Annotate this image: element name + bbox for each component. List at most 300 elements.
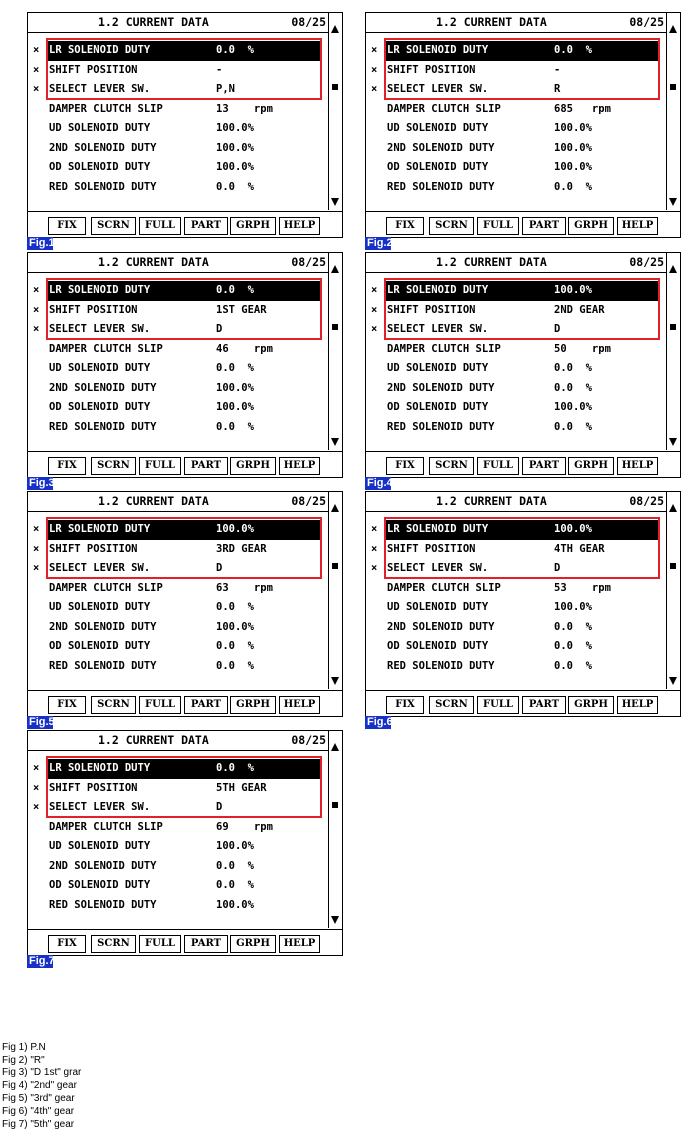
data-row-label: SELECT LEVER SW. [49, 83, 151, 95]
page-number: 08/25 [629, 15, 664, 29]
data-row-label: 2ND SOLENOID DUTY [387, 382, 495, 394]
screen-title: 1.2 CURRENT DATA [436, 494, 547, 508]
scrollbar[interactable] [666, 13, 680, 210]
data-row[interactable] [28, 178, 328, 198]
data-row[interactable] [366, 637, 666, 657]
data-row-label: UD SOLENOID DUTY [49, 840, 151, 852]
data-row-label: LR SOLENOID DUTY [47, 520, 216, 540]
data-row[interactable] [28, 340, 328, 360]
scroll-thumb-icon[interactable] [332, 324, 338, 330]
data-row-value: 100.0% [554, 122, 592, 134]
scrollbar[interactable] [666, 253, 680, 450]
data-row[interactable] [366, 618, 666, 638]
fkey-scrn-button[interactable]: SCRN [91, 935, 136, 953]
fkey-scrn-button[interactable]: SCRN [429, 696, 474, 714]
scrollbar[interactable] [666, 492, 680, 689]
data-row-value: 100.0% [554, 281, 659, 301]
screen-title: 1.2 CURRENT DATA [436, 15, 547, 29]
scanner-screen [365, 252, 681, 478]
fkey-full-button[interactable]: FULL [139, 935, 181, 953]
selected-mark: × [371, 284, 378, 296]
fkey-grph-button[interactable]: GRPH [568, 217, 614, 235]
data-row-value: 0.0 % [216, 281, 321, 301]
data-row-value: 100.0% [216, 621, 254, 633]
scan-panel-5 [27, 491, 343, 729]
data-row[interactable] [28, 657, 328, 677]
data-row[interactable] [28, 359, 328, 379]
screen-title: 1.2 CURRENT DATA [98, 15, 209, 29]
data-row-label: LR SOLENOID DUTY [47, 759, 216, 779]
data-row-label: SHIFT POSITION [387, 64, 476, 76]
scanner-screen [27, 730, 343, 956]
scroll-thumb-icon[interactable] [670, 84, 676, 90]
selected-mark: × [371, 304, 378, 316]
selected-mark: × [371, 562, 378, 574]
data-row-label: RED SOLENOID DUTY [387, 660, 495, 672]
data-row[interactable] [28, 100, 328, 120]
data-row[interactable] [366, 41, 666, 61]
data-row-label: SELECT LEVER SW. [387, 83, 489, 95]
data-row[interactable] [366, 579, 666, 599]
data-row[interactable] [366, 119, 666, 139]
title-bar [28, 253, 328, 273]
data-row-value: 100.0% [554, 142, 592, 154]
function-key-bar [28, 690, 342, 717]
data-row-label: RED SOLENOID DUTY [49, 660, 157, 672]
selected-mark: × [371, 44, 378, 56]
data-row-value: 685 rpm [554, 103, 611, 115]
scroll-thumb-icon[interactable] [670, 324, 676, 330]
fig-caption: Fig 6) "4th" gear [2, 1106, 75, 1117]
fkey-grph-button[interactable]: GRPH [568, 696, 614, 714]
fkey-scrn-button[interactable]: SCRN [91, 457, 136, 475]
data-row-label: 2ND SOLENOID DUTY [49, 382, 157, 394]
fkey-full-button[interactable]: FULL [477, 457, 519, 475]
scroll-thumb-icon[interactable] [670, 563, 676, 569]
data-row-label: UD SOLENOID DUTY [49, 601, 151, 613]
selected-mark: × [33, 304, 40, 316]
fkey-help-button[interactable]: HELP [279, 217, 320, 235]
data-row[interactable] [28, 398, 328, 418]
scan-panel-6 [365, 491, 681, 729]
fkey-grph-button[interactable]: GRPH [230, 457, 276, 475]
data-row[interactable] [366, 520, 666, 540]
scrollbar[interactable] [328, 253, 342, 450]
fkey-scrn-button[interactable]: SCRN [429, 457, 474, 475]
down-arrow-icon[interactable] [331, 198, 339, 206]
fkey-full-button[interactable]: FULL [139, 457, 181, 475]
data-row-value: D [216, 323, 223, 335]
screen-title: 1.2 CURRENT DATA [98, 733, 209, 747]
data-row-value: 100.0% [216, 401, 254, 413]
down-arrow-icon[interactable] [669, 198, 677, 206]
scrollbar[interactable] [328, 731, 342, 928]
data-row[interactable] [366, 559, 666, 579]
fkey-help-button[interactable]: HELP [617, 217, 658, 235]
data-row-label: LR SOLENOID DUTY [385, 41, 554, 61]
selected-mark: × [33, 64, 40, 76]
data-row-value: 100.0% [554, 161, 592, 173]
function-key-bar [366, 211, 680, 238]
data-row[interactable] [366, 540, 666, 560]
scrollbar[interactable] [328, 13, 342, 210]
data-row[interactable] [366, 657, 666, 677]
data-row-label: RED SOLENOID DUTY [49, 421, 157, 433]
fkey-full-button[interactable]: FULL [477, 696, 519, 714]
data-row-value: 13 rpm [216, 103, 273, 115]
scroll-thumb-icon[interactable] [332, 84, 338, 90]
data-row-value: 5TH GEAR [216, 782, 267, 794]
data-row-value: 46 rpm [216, 343, 273, 355]
data-row-label: 2ND SOLENOID DUTY [49, 621, 157, 633]
data-row-label: OD SOLENOID DUTY [49, 161, 151, 173]
data-row-label: RED SOLENOID DUTY [49, 181, 157, 193]
data-row-label: SHIFT POSITION [387, 543, 476, 555]
page-number: 08/25 [291, 494, 326, 508]
data-row-label: DAMPER CLUTCH SLIP [387, 582, 501, 594]
data-row-value: - [216, 64, 223, 76]
selected-mark: × [371, 523, 378, 535]
selected-mark: × [371, 323, 378, 335]
function-key-bar [366, 451, 680, 478]
data-row[interactable] [366, 301, 666, 321]
fkey-help-button[interactable]: HELP [279, 935, 320, 953]
data-row-value: 69 rpm [216, 821, 273, 833]
data-row-value: 0.0 % [554, 362, 592, 374]
data-row-label: UD SOLENOID DUTY [387, 122, 489, 134]
selected-mark: × [33, 284, 40, 296]
fkey-grph-button[interactable]: GRPH [230, 696, 276, 714]
data-row-label: SELECT LEVER SW. [387, 562, 489, 574]
data-row-value: 0.0 % [216, 601, 254, 613]
scanner-screen [27, 12, 343, 238]
data-row-value: 100.0% [216, 161, 254, 173]
data-row[interactable] [28, 158, 328, 178]
fkey-part-button[interactable]: PART [522, 696, 566, 714]
scan-panel-7 [27, 730, 343, 968]
fkey-full-button[interactable]: FULL [139, 696, 181, 714]
data-row-label: SHIFT POSITION [49, 782, 138, 794]
data-row-value: D [554, 562, 561, 574]
fkey-scrn-button[interactable]: SCRN [91, 696, 136, 714]
fkey-part-button[interactable]: PART [184, 935, 228, 953]
data-row[interactable] [28, 759, 328, 779]
fig-caption: Fig 3) "D 1st" grar [2, 1067, 82, 1078]
data-row[interactable] [28, 320, 328, 340]
data-row-value: 50 rpm [554, 343, 611, 355]
data-row-value: 4TH GEAR [554, 543, 605, 555]
data-row-value: 0.0 % [554, 41, 659, 61]
fig-label: Fig.6 [367, 716, 393, 728]
data-row-label: SELECT LEVER SW. [49, 801, 151, 813]
data-row-label: 2ND SOLENOID DUTY [49, 142, 157, 154]
data-row-value: 100.0% [216, 382, 254, 394]
data-row-value: 0.0 % [216, 421, 254, 433]
data-row[interactable] [28, 798, 328, 818]
fkey-help-button[interactable]: HELP [617, 457, 658, 475]
data-row-label: DAMPER CLUTCH SLIP [49, 343, 163, 355]
data-row[interactable] [28, 779, 328, 799]
scanner-screen [27, 252, 343, 478]
data-row[interactable] [28, 618, 328, 638]
data-row-value: 63 rpm [216, 582, 273, 594]
fkey-fix-button[interactable]: FIX [48, 457, 86, 475]
selected-mark: × [371, 543, 378, 555]
data-row-label: RED SOLENOID DUTY [387, 421, 495, 433]
fig-label: Fig.7 [29, 955, 55, 967]
data-row[interactable] [28, 896, 328, 916]
data-row[interactable] [366, 320, 666, 340]
data-row[interactable] [366, 281, 666, 301]
data-row-value: 0.0 % [554, 621, 592, 633]
fkey-part-button[interactable]: PART [184, 457, 228, 475]
fig-label: Fig.2 [367, 237, 393, 249]
fig-label: Fig.5 [29, 716, 55, 728]
up-arrow-icon[interactable] [331, 504, 339, 512]
data-row-label: RED SOLENOID DUTY [387, 181, 495, 193]
page-number: 08/25 [291, 255, 326, 269]
data-row[interactable] [28, 857, 328, 877]
data-row-label: OD SOLENOID DUTY [387, 161, 489, 173]
data-row-value: 100.0% [554, 601, 592, 613]
up-arrow-icon[interactable] [669, 265, 677, 273]
title-bar [28, 13, 328, 33]
data-row-value: 0.0 % [554, 382, 592, 394]
fkey-grph-button[interactable]: GRPH [568, 457, 614, 475]
scanner-screen [365, 491, 681, 717]
fkey-grph-button[interactable]: GRPH [230, 217, 276, 235]
page-number: 08/25 [629, 494, 664, 508]
data-row[interactable] [28, 598, 328, 618]
fkey-fix-button[interactable]: FIX [48, 217, 86, 235]
data-row-value: 0.0 % [216, 181, 254, 193]
data-row[interactable] [366, 598, 666, 618]
data-row[interactable] [366, 340, 666, 360]
page-number: 08/25 [629, 255, 664, 269]
fig-label: Fig.3 [29, 477, 55, 489]
function-key-bar [28, 451, 342, 478]
data-row[interactable] [366, 178, 666, 198]
scroll-thumb-icon[interactable] [332, 802, 338, 808]
page-number: 08/25 [291, 15, 326, 29]
fkey-fix-button[interactable]: FIX [48, 696, 86, 714]
fkey-fix-button[interactable]: FIX [386, 696, 424, 714]
data-row-label: OD SOLENOID DUTY [387, 401, 489, 413]
selected-mark: × [33, 543, 40, 555]
data-row[interactable] [366, 100, 666, 120]
screen-title: 1.2 CURRENT DATA [98, 255, 209, 269]
data-row-label: SHIFT POSITION [49, 304, 138, 316]
down-arrow-icon[interactable] [331, 677, 339, 685]
data-row-label: 2ND SOLENOID DUTY [387, 142, 495, 154]
up-arrow-icon[interactable] [669, 25, 677, 33]
data-row-label: SELECT LEVER SW. [49, 323, 151, 335]
data-row-value: 100.0% [554, 520, 659, 540]
data-row-label: LR SOLENOID DUTY [385, 520, 554, 540]
scroll-thumb-icon[interactable] [332, 563, 338, 569]
data-row[interactable] [28, 540, 328, 560]
fkey-fix-button[interactable]: FIX [386, 457, 424, 475]
data-row-label: UD SOLENOID DUTY [49, 362, 151, 374]
scan-panel-1 [27, 12, 343, 250]
screen-title: 1.2 CURRENT DATA [98, 494, 209, 508]
data-row[interactable] [366, 398, 666, 418]
fkey-full-button[interactable]: FULL [139, 217, 181, 235]
data-row-label: DAMPER CLUTCH SLIP [49, 821, 163, 833]
title-bar [366, 492, 666, 512]
data-row-value: 100.0% [216, 899, 254, 911]
fkey-full-button[interactable]: FULL [477, 217, 519, 235]
data-row-label: UD SOLENOID DUTY [387, 601, 489, 613]
data-row-value: 0.0 % [216, 362, 254, 374]
down-arrow-icon[interactable] [669, 438, 677, 446]
data-row-value: 100.0% [216, 122, 254, 134]
selected-mark: × [371, 64, 378, 76]
fig-caption: Fig 7) "5th" gear [2, 1119, 75, 1130]
data-row[interactable] [366, 379, 666, 399]
data-row-label: 2ND SOLENOID DUTY [387, 621, 495, 633]
data-row[interactable] [28, 637, 328, 657]
selected-mark: × [371, 83, 378, 95]
data-row-value: R [554, 83, 561, 95]
selected-mark: × [33, 44, 40, 56]
data-row[interactable] [28, 876, 328, 896]
data-row-value: 0.0 % [554, 640, 592, 652]
data-row[interactable] [366, 61, 666, 81]
data-row-label: SELECT LEVER SW. [387, 323, 489, 335]
scanner-screen [365, 12, 681, 238]
up-arrow-icon[interactable] [331, 743, 339, 751]
title-bar [366, 13, 666, 33]
data-row-label: LR SOLENOID DUTY [47, 281, 216, 301]
data-row-value: 100.0% [216, 840, 254, 852]
data-row-label: OD SOLENOID DUTY [49, 640, 151, 652]
data-row-value: 100.0% [216, 520, 321, 540]
fkey-fix-button[interactable]: FIX [386, 217, 424, 235]
data-row[interactable] [28, 41, 328, 61]
scan-panel-3 [27, 252, 343, 490]
data-row-value: D [554, 323, 561, 335]
fkey-part-button[interactable]: PART [522, 217, 566, 235]
data-row[interactable] [28, 559, 328, 579]
data-row[interactable] [28, 119, 328, 139]
fkey-part-button[interactable]: PART [184, 217, 228, 235]
fig-label: Fig.4 [367, 477, 393, 489]
selected-mark: × [33, 83, 40, 95]
function-key-bar [366, 690, 680, 717]
title-bar [28, 492, 328, 512]
data-row-value: 0.0 % [554, 660, 592, 672]
data-row[interactable] [28, 80, 328, 100]
data-row[interactable] [366, 80, 666, 100]
selected-mark: × [33, 801, 40, 813]
data-row-value: 0.0 % [216, 41, 321, 61]
data-row[interactable] [366, 139, 666, 159]
up-arrow-icon[interactable] [669, 504, 677, 512]
data-row[interactable] [28, 139, 328, 159]
fkey-help-button[interactable]: HELP [617, 696, 658, 714]
data-row-label: DAMPER CLUTCH SLIP [387, 103, 501, 115]
data-row[interactable] [28, 301, 328, 321]
selected-mark: × [33, 523, 40, 535]
selected-mark: × [33, 323, 40, 335]
data-row-label: UD SOLENOID DUTY [387, 362, 489, 374]
data-row-value: 0.0 % [216, 860, 254, 872]
data-row[interactable] [28, 379, 328, 399]
data-row-value: 0.0 % [554, 181, 592, 193]
selected-mark: × [33, 562, 40, 574]
fkey-help-button[interactable]: HELP [279, 696, 320, 714]
data-row-label: LR SOLENOID DUTY [385, 281, 554, 301]
data-row-value: 3RD GEAR [216, 543, 267, 555]
data-row[interactable] [28, 520, 328, 540]
up-arrow-icon[interactable] [331, 265, 339, 273]
data-row-label: DAMPER CLUTCH SLIP [49, 103, 163, 115]
fkey-part-button[interactable]: PART [522, 457, 566, 475]
data-row-value: D [216, 801, 223, 813]
fig-caption: Fig 5) "3rd" gear [2, 1093, 75, 1104]
data-row-label: SHIFT POSITION [49, 64, 138, 76]
scrollbar[interactable] [328, 492, 342, 689]
down-arrow-icon[interactable] [331, 916, 339, 924]
data-row-label: OD SOLENOID DUTY [387, 640, 489, 652]
fkey-part-button[interactable]: PART [184, 696, 228, 714]
function-key-bar [28, 929, 342, 956]
data-row[interactable] [366, 359, 666, 379]
data-row-value: 53 rpm [554, 582, 611, 594]
data-row-value: P,N [216, 83, 235, 95]
scanner-screen [27, 491, 343, 717]
data-row[interactable] [28, 418, 328, 438]
scan-panel-2 [365, 12, 681, 250]
data-row-value: D [216, 562, 223, 574]
down-arrow-icon[interactable] [331, 438, 339, 446]
data-row-value: 1ST GEAR [216, 304, 267, 316]
screen-title: 1.2 CURRENT DATA [436, 255, 547, 269]
data-row-label: SHIFT POSITION [387, 304, 476, 316]
data-row[interactable] [366, 418, 666, 438]
data-row-value: 100.0% [216, 142, 254, 154]
data-row-label: SELECT LEVER SW. [49, 562, 151, 574]
down-arrow-icon[interactable] [669, 677, 677, 685]
fkey-grph-button[interactable]: GRPH [230, 935, 276, 953]
fkey-help-button[interactable]: HELP [279, 457, 320, 475]
data-row[interactable] [28, 837, 328, 857]
data-row-label: UD SOLENOID DUTY [49, 122, 151, 134]
data-row[interactable] [28, 61, 328, 81]
title-bar [28, 731, 328, 751]
data-row-value: 0.0 % [554, 421, 592, 433]
fkey-scrn-button[interactable]: SCRN [429, 217, 474, 235]
fkey-fix-button[interactable]: FIX [48, 935, 86, 953]
fig-label: Fig.1 [29, 237, 55, 249]
up-arrow-icon[interactable] [331, 25, 339, 33]
data-row[interactable] [28, 818, 328, 838]
data-row[interactable] [366, 158, 666, 178]
data-row[interactable] [28, 281, 328, 301]
function-key-bar [28, 211, 342, 238]
data-row-label: RED SOLENOID DUTY [49, 899, 157, 911]
data-row-label: DAMPER CLUTCH SLIP [49, 582, 163, 594]
data-row-label: OD SOLENOID DUTY [49, 401, 151, 413]
data-row-value: - [554, 64, 561, 76]
data-row[interactable] [28, 579, 328, 599]
selected-mark: × [33, 782, 40, 794]
fig-caption: Fig 1) P.N [2, 1042, 46, 1053]
data-row-value: 2ND GEAR [554, 304, 605, 316]
fkey-scrn-button[interactable]: SCRN [91, 217, 136, 235]
data-row-value: 100.0% [554, 401, 592, 413]
